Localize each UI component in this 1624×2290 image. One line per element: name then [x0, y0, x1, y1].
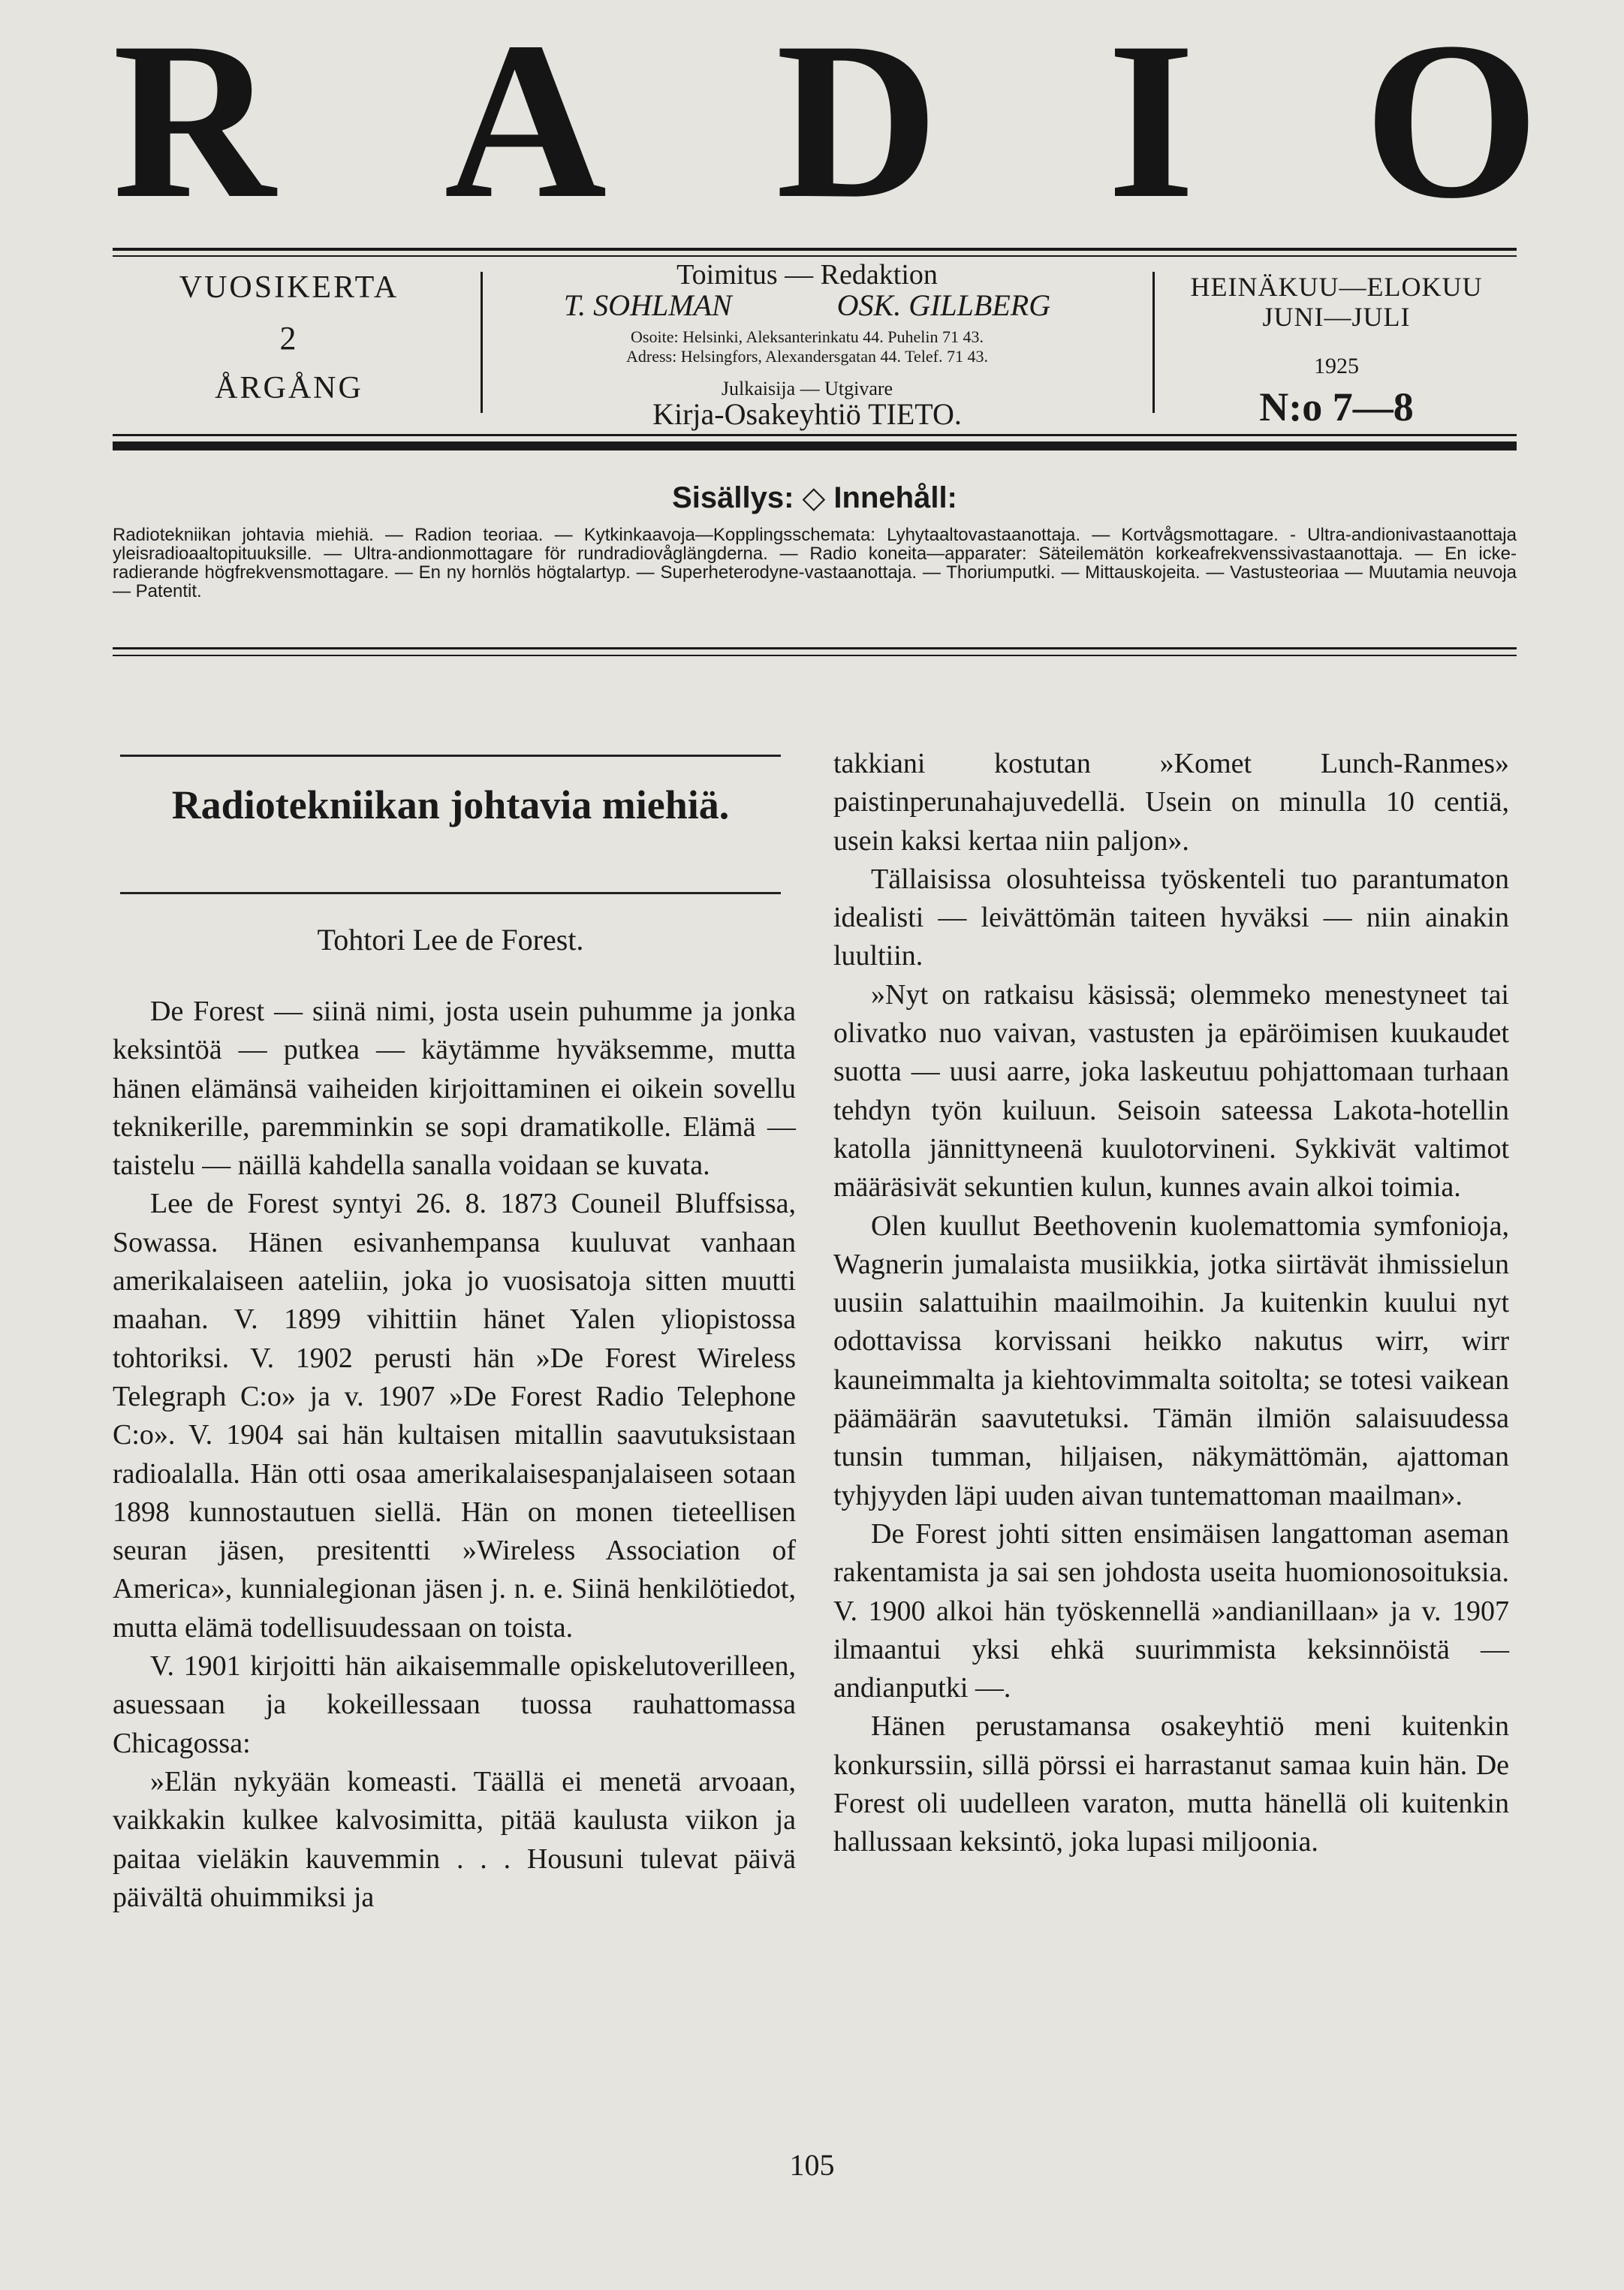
volume-block — [113, 270, 466, 405]
volume-number: 2 — [279, 320, 299, 357]
editor-name: OSK. GILLBERG — [836, 288, 1051, 322]
address-sv: Adress: Helsingfors, Alexandersgatan 44. Telef. 71 43. — [626, 347, 988, 366]
paragraph: V. 1901 kirjoitti hän aikaisemmalle opiskelutoverilleen, asuessaan ja kokeillessaan tuossa rauhattomassa Chicagossa: — [113, 1650, 796, 1759]
header-rule-bottom-thin — [113, 434, 1517, 436]
issue-block — [1156, 272, 1517, 429]
issue-months-fi: HEINÄKUU—ELOKUU — [1190, 272, 1483, 302]
issue-months-sv: JUNI—JULI — [1262, 302, 1411, 332]
masthead-letter: R — [113, 0, 276, 245]
paragraph: Lee de Forest syntyi 26. 8. 1873 Couneil Bluffsissa, Sowassa. Hänen esivanhempansa kuuluvat vanhaan amerikalaiseen aateliin, joka jo vuosisatoja sitten muutti maahan. V. 1899 vihittiin hänet Yalen yliopistossa tohtoriksi. V. 1902 perusti hän »De Forest Wireless Telegraph C:o» ja v. 1907 »De Forest Radio Telephone C:o». V. 1904 sai hän kultaisen mitallin saavutuksistaan radioalalla. Hän otti osaa amerikalaisespanjalaiseen sotaan 1898 kunnostautuen siellä. Hän on monen tieteellisen seuran jäsen, presitentti »Wireless Association of America», kunnialegionan jäsen j. n. e. Siinä henkilötiedot, mutta elämä todellisuudessaan on toista. — [113, 1188, 796, 1644]
issue-number: N:o 7—8 — [1259, 384, 1414, 429]
paragraph: Hänen perustamansa osakeyhtiö meni kuitenkin konkurssiin, sillä pörssi ei harrastanut samaa kuin hän. De Forest oli uudelleen varaton, mutta hänellä oli kuitenkin hallussaan keksintö, joka lupasi miljoonia. — [833, 1710, 1509, 1858]
paragraph: »Elän nykyään komeasti. Täällä ei menetä arvoaan, vaikkakin kulkee kalvosimitta, pitää kaulusta viikon ja paitaa vieläkin kauvemmin . . . Housuni tulevat päivä päivältä ohuimmiksi ja — [113, 1765, 796, 1913]
publisher-label: Julkaisija — Utgivare — [721, 378, 893, 399]
header-rule-bottom-thick — [113, 441, 1517, 450]
header-rule-top-thin — [113, 255, 1517, 257]
publisher-name: Kirja-Osakeyhtiö TIETO. — [652, 397, 962, 431]
article-subtitle — [113, 922, 788, 957]
volume-label-fi: VUOSIKERTA — [179, 270, 399, 305]
volume-label-sv: ÅRGÅNG — [215, 371, 363, 405]
article-subtitle-text: Tohtori Lee de Forest. — [317, 923, 584, 957]
paragraph: takkiani kostutan »Komet Lunch-Ranmes» paistinperunahajuvedellä. Usein on minulla 10 centiä, usein kaksi kertaa niin paljon». — [833, 748, 1509, 857]
masthead-letter: D — [776, 0, 939, 245]
paragraph: De Forest — siinä nimi, josta usein puhumme ja jonka keksintöä — putkea — käytämme hyväksemme, mutta hänen elämänsä vaiheiden kirjoittaminen ei oikein sovellu teknikerille, paremminkin se sopi dramatikolle. Elämä — taistelu — näillä kahdella sanalla voidaan se kuvata. — [113, 996, 796, 1182]
article-column-left — [113, 993, 796, 1917]
editorial-block — [488, 260, 1126, 429]
paragraph: Tällaisissa olosuhteissa työskenteli tuo parantumaton idealisti — leivättömän taiteen hyväksi — niin ainakin luultiin. — [833, 863, 1509, 972]
paragraph: »Nyt on ratkaisu käsissä; olemmeko menestyneet tai olivatko nuo vaivan, vastusten ja epäröimisen kuukaudet suotta — uusi aarre, joka laskeutuu pohjattomaan turhaan tehdyn työn kuiluun. Seisoin sateessa Lakota-hotellin katolla jännittyneenä kuulotorvineni. Sykkivät valtimot määräsivät sekuntien kulun, kunnes avain alkoi toimia. — [833, 978, 1509, 1204]
contents-rule-2 — [113, 655, 1517, 656]
contents-title: Sisällys: ◇ Innehåll: — [672, 481, 957, 514]
masthead-title — [113, 0, 1539, 245]
masthead-letter: A — [444, 0, 607, 245]
issue-year: 1925 — [1314, 354, 1359, 378]
editorial-label: Toimitus — Redaktion — [676, 259, 938, 291]
article-title-box — [120, 755, 781, 894]
header-divider-right — [1152, 272, 1155, 413]
contents-rule-1 — [113, 647, 1517, 649]
header-rule-top — [113, 248, 1517, 251]
article-column-right — [833, 745, 1509, 1862]
masthead-letter: I — [1107, 0, 1195, 245]
paragraph: De Forest johti sitten ensimäisen langattoman aseman rakentamista ja sai sen johdosta useita huomionosoituksia. V. 1900 alkoi hän työskennellä »andianillaan» ja v. 1907 ilmaantui yksi ehkä suurimmista keksinnöistä — andianputki —. — [833, 1517, 1509, 1704]
paragraph: Olen kuullut Beethovenin kuolemattomia symfonioja, Wagnerin jumalaista musiikkia, jotka siirtävät ihmissielun uusiin salattuihin maailmoihin. Ja kuitenkin kuului nyt odottavissa korvissani heikko nakutus wirr, wirr kauneimmalta ja kiehtovimmalta soitolta; se totesi vaikean päämäärän saavutetuksi. Tämän ilmiön salaisuudessa tunsin tumman, hiljaisen, näkymättömän, ajattoman tyhjyyden läpi uuden aivan tuntemattoman maailman». — [833, 1210, 1509, 1511]
editor-name: T. SOHLMAN — [563, 288, 732, 322]
editors — [488, 290, 1126, 321]
header-divider-left — [481, 272, 483, 413]
contents-text: Radiotekniikan johtavia miehiä. — Radion teoriaa. — Kytkinkaavoja—Kopplingsschemata: Lyhytaaltovastaanottaja. — Kortvågsmottagare. - Ultra-andionivastaanottaja yleisradioaaltopituuksille. — Ultra-andionmottagare för rundradiovåglängderna. — Radio koneita—apparater: Säteilemätön korkeafrekvenssivastaanottaja. — En icke-radierande högfrekvensmottagare. — En ny hornlös högtalartyp. — Superheterodyne-vastaanottaja. — Thoriumputki. — Mittauskojeita. — Vastusteoriaa — Muutamia neuvoja — Patentit. — [113, 525, 1517, 601]
address-fi: Osoite: Helsinki, Aleksanterinkatu 44. Puhelin 71 43. — [631, 327, 984, 346]
page-number: 105 — [789, 2148, 835, 2182]
masthead-letter: O — [1363, 0, 1539, 245]
article-title: Radiotekniikan johtavia miehiä. — [171, 782, 730, 827]
